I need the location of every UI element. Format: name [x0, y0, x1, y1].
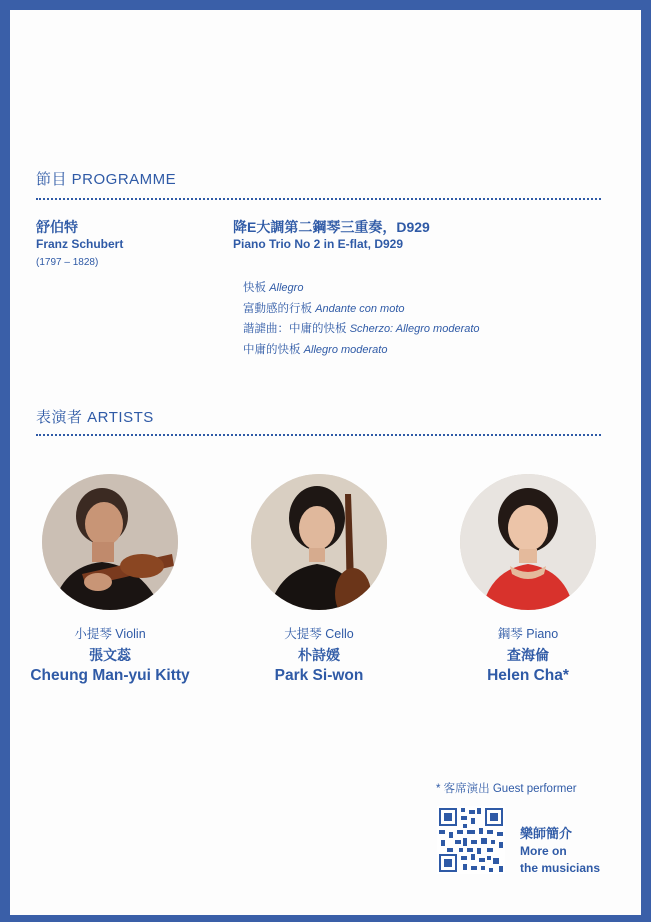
movement-it: Scherzo: Allegro moderato — [349, 323, 480, 335]
movement-item — [243, 299, 480, 320]
more-musicians-zh: 樂師簡介 — [520, 826, 573, 841]
artists-heading: 表演者 ARTISTS — [36, 409, 154, 426]
composer-name-zh: 舒伯特 — [36, 219, 78, 235]
more-musicians-en — [520, 843, 600, 877]
movement-list — [243, 278, 480, 360]
composer-name-en: Franz Schubert — [36, 237, 124, 251]
movement-item — [243, 319, 480, 340]
artist-name-zh: 查海倫 — [507, 647, 549, 663]
artist-name-en: Park Si-won — [274, 667, 364, 684]
artist-photo — [460, 474, 596, 610]
movement-it: Allegro moderato — [303, 343, 388, 356]
artist-photo — [251, 474, 387, 610]
artist-name-zh: 朴詩媛 — [298, 647, 340, 663]
composer-years: (1797 – 1828) — [36, 257, 99, 268]
movement-item — [243, 278, 480, 299]
artist-photo — [42, 474, 178, 610]
artist-role: 大提琴 Cello — [284, 627, 354, 641]
movement-zh: 諧謔曲：中庸的快板 — [243, 323, 347, 335]
movement-item — [243, 340, 480, 361]
artist-card — [219, 474, 419, 685]
artist-role: 鋼琴 Piano — [497, 627, 559, 641]
artist-name-en: Helen Cha* — [487, 667, 569, 684]
artist-name-zh: 張文蕊 — [89, 647, 131, 663]
guest-note: * 客席演出 Guest performer — [436, 783, 577, 795]
artist-role: 小提琴 Violin — [74, 627, 146, 641]
movement-zh: 富動感的行板 — [243, 302, 312, 315]
artist-name-en: Cheung Man-yui Kitty — [30, 667, 190, 684]
movement-zh: 中庸的快板 — [243, 343, 301, 356]
dotted-divider — [36, 198, 601, 200]
qr-code-icon[interactable] — [437, 806, 505, 874]
movement-it: Allegro — [269, 282, 304, 294]
movement-it: Andante con moto — [315, 302, 405, 315]
dotted-divider — [36, 434, 601, 436]
work-title-en: Piano Trio No 2 in E-flat, D929 — [233, 237, 404, 251]
programme-heading: 節目 PROGRAMME — [36, 171, 177, 188]
artist-card — [428, 474, 628, 685]
more-musicians-line: More on — [520, 844, 567, 858]
artist-card — [10, 474, 210, 685]
movement-zh: 快板 — [243, 282, 266, 294]
work-title-zh: 降E大調第二鋼琴三重奏，D929 — [233, 219, 430, 235]
more-musicians-line: the musicians — [520, 861, 601, 875]
